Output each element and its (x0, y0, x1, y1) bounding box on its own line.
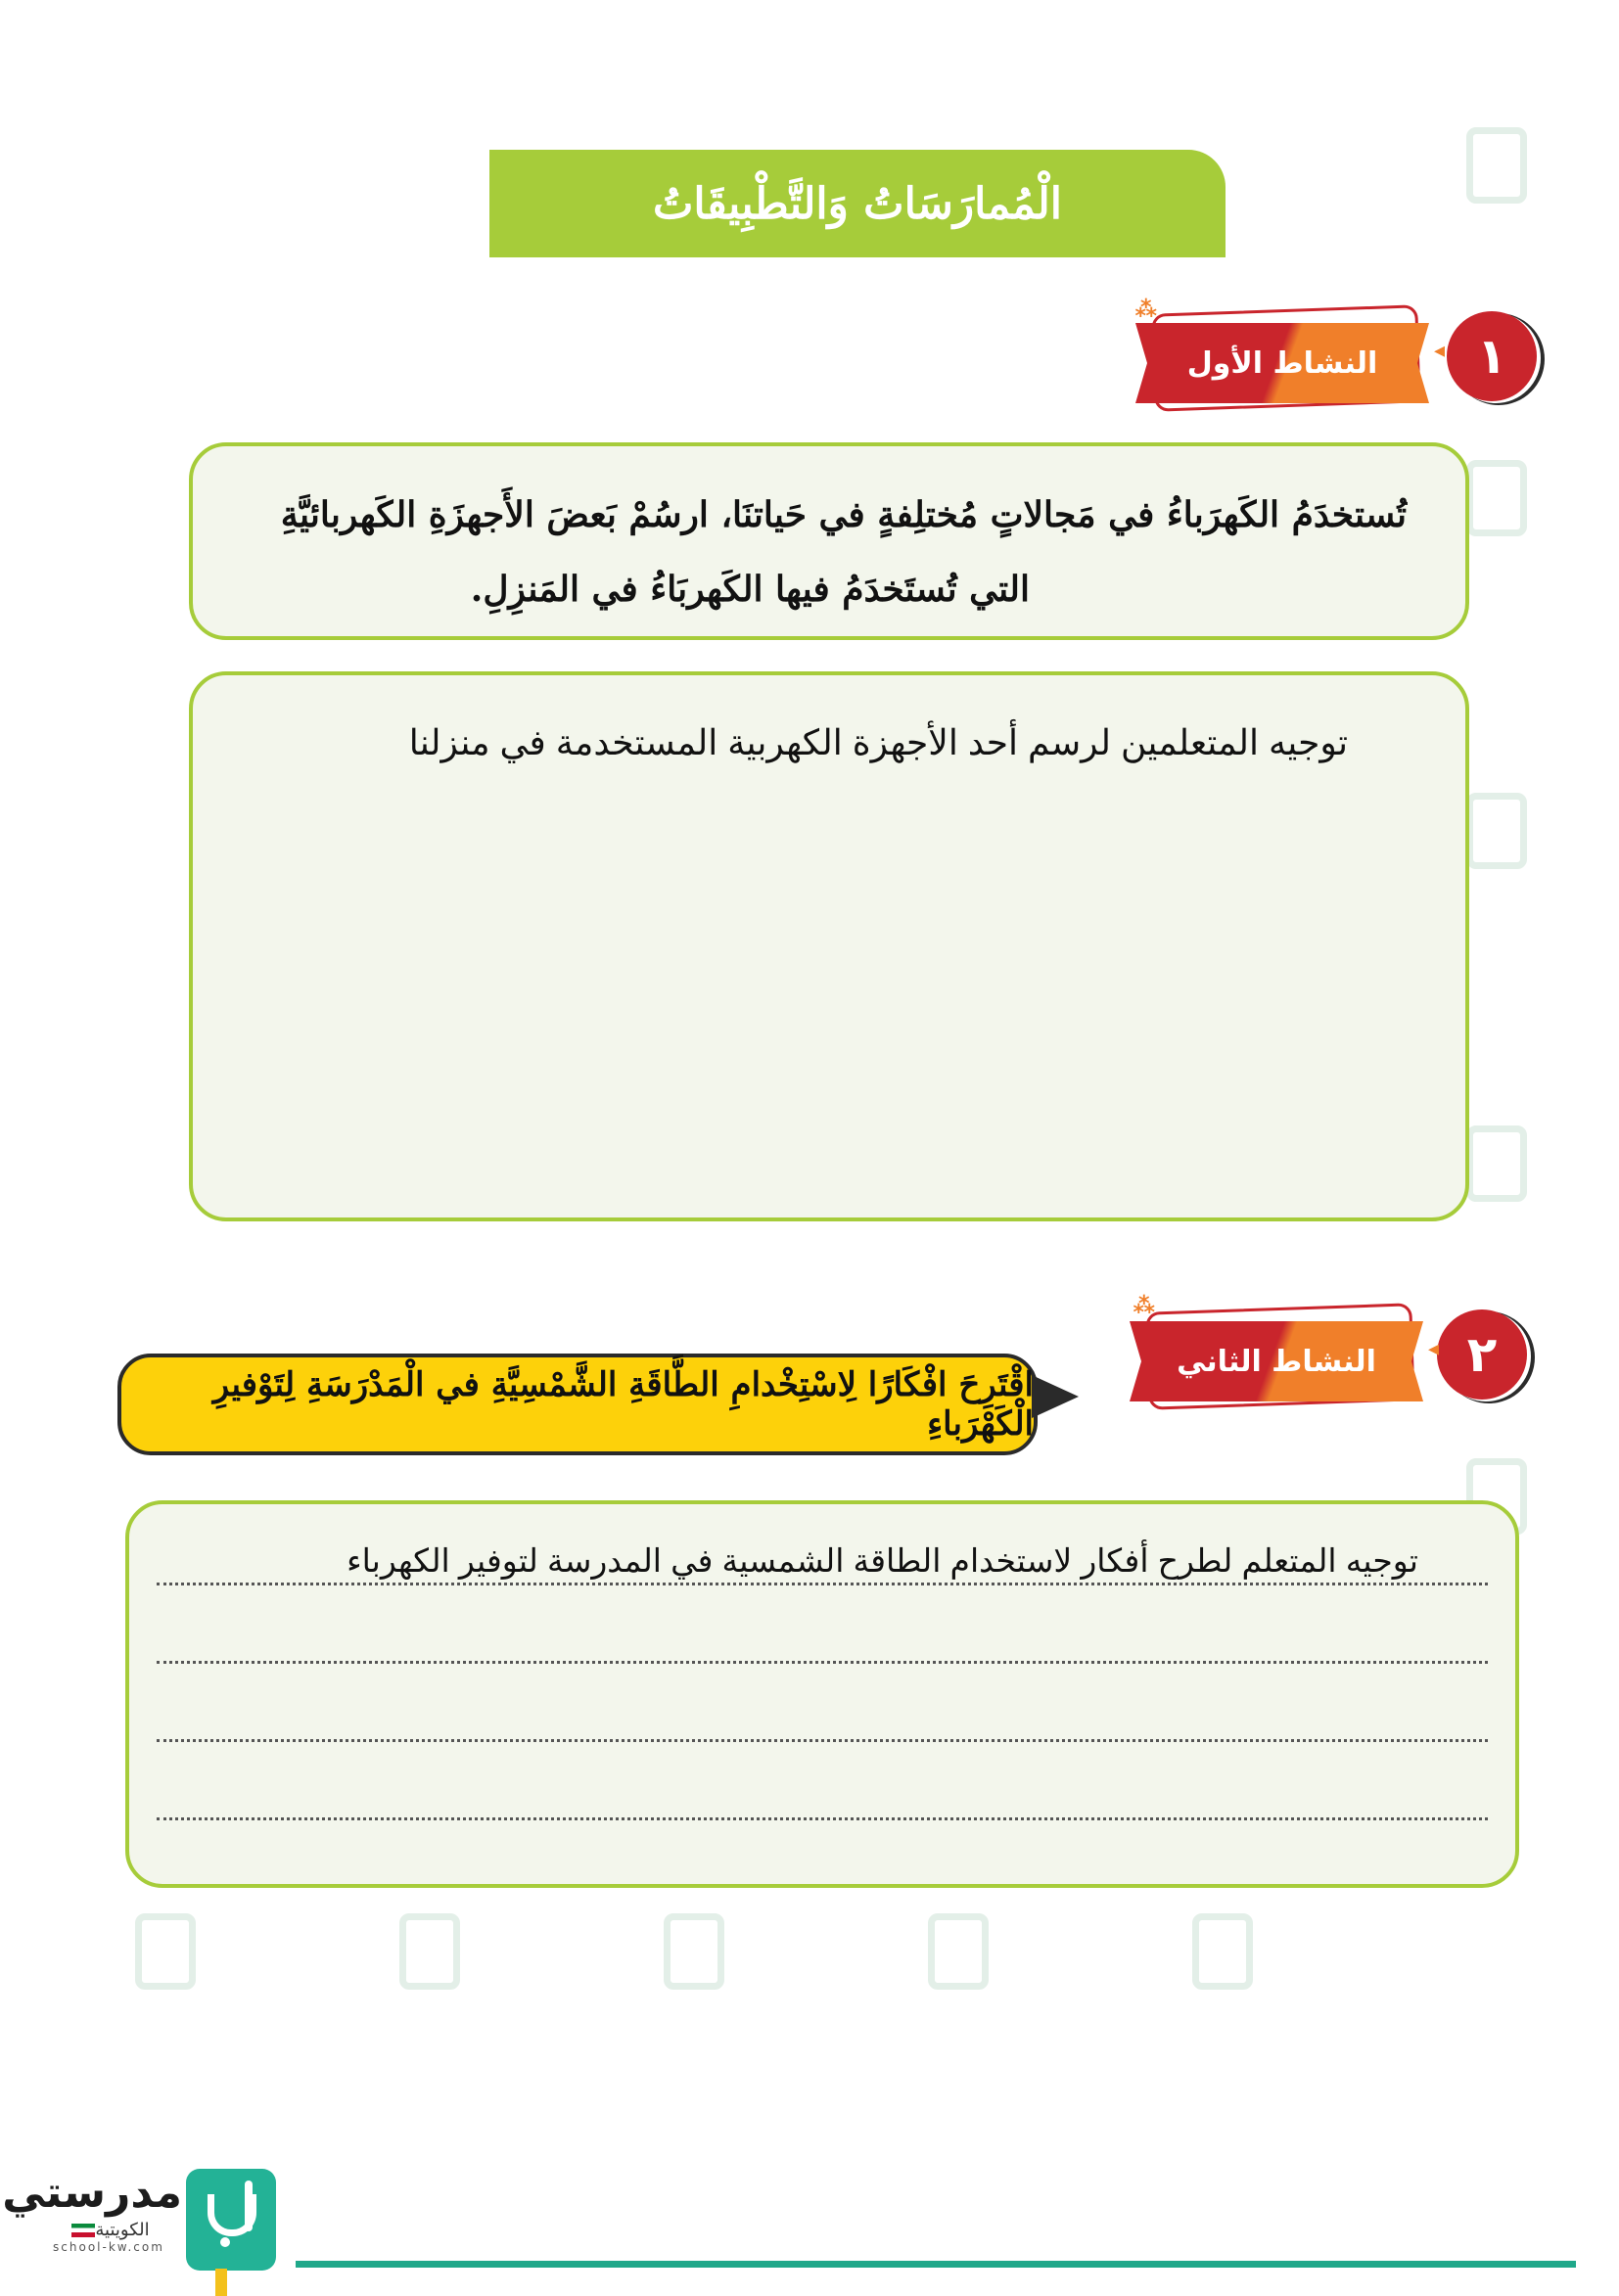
activity-1-prompt-box (189, 442, 1469, 640)
sparkle-icon: ⁂ (1133, 1294, 1155, 1318)
footer-rule (296, 2261, 1576, 2268)
section-title: الْمُمارَسَاتُ وَالتَّطْبِيقَاتُ (652, 178, 1063, 229)
activity-1-label: النشاط الأول (1186, 345, 1378, 381)
activity-1-header (1096, 298, 1537, 411)
brand-name: مدرستي (2, 2168, 182, 2218)
brand-logo-text (2, 2167, 182, 2254)
activity-1-prompt-line-1: تُستخدَمُ الكَهرَباءُ في مَجالاتٍ مُختلِفةٍ في حَياتنَا، ارسُمْ بَعضَ الأَجهزَةِ الكَهربائيَّةِ (280, 494, 1407, 535)
sparkle-icon: ⁂ (1134, 298, 1157, 322)
activity-1-prompt (252, 478, 1407, 626)
activity-2-answer: توجيه المتعلم لطرح أفكار لاستخدام الطاقة الشمسية في المدرسة لتوفير الكهرباء (343, 1541, 1422, 1580)
activity-2-prompt: اقْتَرِحَ افْكَارًا لِاسْتِخْدامِ الطَّاقَةِ الشَّمْسِيَّةِ في الْمَدْرَسَةِ لِتَوْفيرِ الْكَهْرَباءِ (212, 1365, 1034, 1444)
activity-2-label: النشاط الثاني (1177, 1344, 1376, 1379)
sparkle-icon: ◂ (1433, 339, 1445, 363)
activity-1-prompt-line-2: التي تُستَخدَمُ فيها الكَهربَاءُ في المَنزِلِ. (470, 569, 1030, 610)
brand-logo-icon (186, 2169, 276, 2271)
answer-line (157, 1700, 1488, 1742)
activity-2-header (1096, 1294, 1527, 1409)
sparkle-icon: ◂ (1427, 1337, 1439, 1361)
answer-line (157, 1622, 1488, 1664)
activity-1-drawing-area[interactable] (189, 671, 1469, 1221)
brand-url: school-kw.com (53, 2240, 164, 2254)
brand-sub: الكويتية (35, 2220, 182, 2240)
answer-line (157, 1778, 1488, 1820)
activity-1-answer: توجيه المتعلمين لرسم أحد الأجهزة الكهربية المستخدمة في منزلنا (408, 722, 1348, 762)
section-title-banner (489, 150, 1226, 257)
kuwait-flag-icon (71, 2224, 95, 2237)
activity-2-prompt-callout (117, 1354, 1038, 1455)
activity-2-number: ٢ (1437, 1309, 1527, 1400)
activity-2-answer-box[interactable] (125, 1500, 1519, 1888)
activity-1-number: ١ (1447, 311, 1537, 401)
